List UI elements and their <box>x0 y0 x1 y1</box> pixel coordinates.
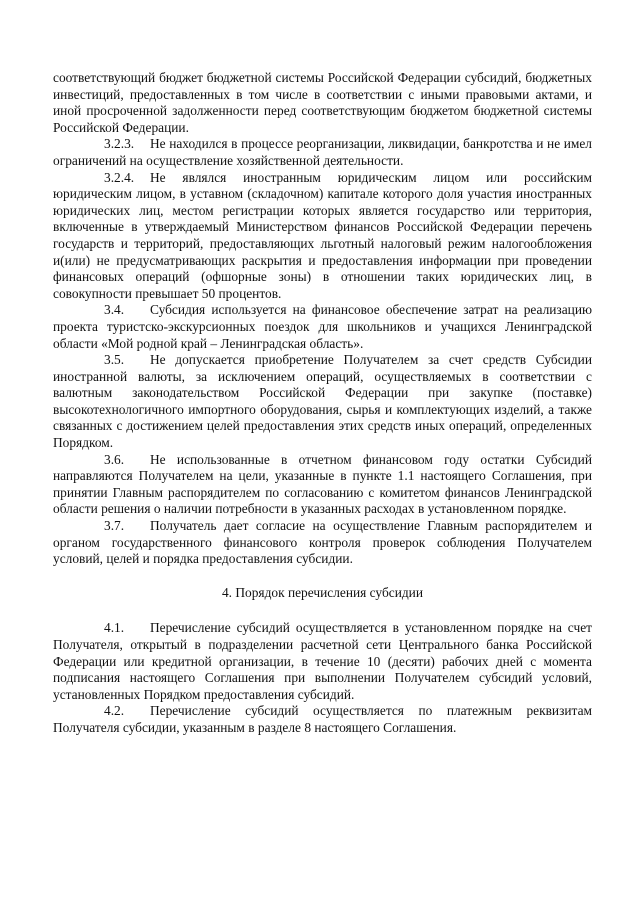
paragraph-continuation <box>53 70 592 136</box>
paragraph-text: Перечисление субсидий осуществляется в установленном порядке на счет Получателя, открытый в подразделении расчетной сети Центрального банка Российской Федерации или кредитной организации, в течение 10 (десяти) рабочих дней с момента подписания настоящего Соглашения при выполнении Получателем субсидий условий, установленных Порядком предоставления субсидий. <box>53 620 592 702</box>
paragraph-text: Не допускается приобретение Получателем за счет средств Субсидии иностранной валюты, за исключением операций, осуществляемых в соответствии с валютным законодательством Российской Федерации при закупке (поставке) высокотехнологичного импортного оборудования, сырья и комплектующих изделий, а также связанных с достижением целей предоставления этих средств иных операций, определенных Порядком. <box>53 352 592 451</box>
paragraph-3-5 <box>53 352 592 452</box>
paragraph-number: 3.5. <box>104 352 125 368</box>
paragraph-4-1 <box>53 620 592 703</box>
paragraph-number: 4.2. <box>104 703 125 719</box>
paragraph-3-2-4 <box>53 170 592 303</box>
paragraph-text: Не находился в процессе реорганизации, ликвидации, банкротства и не имел ограничений на осуществление хозяйственной деятельности. <box>53 136 592 168</box>
document-page <box>53 70 592 737</box>
paragraph-number: 3.2.4. <box>104 169 135 185</box>
section-heading: 4. Порядок перечисления субсидии <box>221 584 424 600</box>
paragraph-text: Не использованные в отчетном финансовом году остатки Субсидий направляются Получателем на цели, указанные в пункте 1.1 настоящего Соглашения, при принятии Главным распорядителем по согласованию с комитетом финансов Ленинградской области решения о наличии потребности в указанных расходах в установленном порядке. <box>53 451 592 517</box>
paragraph-number: 3.6. <box>104 451 125 467</box>
paragraph-number: 4.1. <box>104 620 125 636</box>
paragraph-4-2 <box>53 703 592 736</box>
paragraph-text: Получатель дает согласие на осуществление Главным распорядителем и органом государственного финансового контроля проверок соблюдения Получателем условий, целей и порядка предоставления субсидии. <box>53 518 592 567</box>
paragraph-number: 3.4. <box>104 302 125 318</box>
paragraph-3-2-3 <box>53 136 592 169</box>
paragraph-text: Перечисление субсидий осуществляется по платежным реквизитам Получателя субсидии, указанным в разделе 8 настоящего Соглашения. <box>53 703 592 735</box>
paragraph-3-4 <box>53 302 592 352</box>
paragraph-text: соответствующий бюджет бюджетной системы Российской Федерации субсидий, бюджетных инвестиций, предоставленных в том числе в соответствии с иными правовыми актами, и иной просроченной задолженности перед соответствующим бюджетом бюджетной системы Российской Федерации. <box>53 70 592 135</box>
paragraph-number: 3.7. <box>104 518 125 534</box>
paragraph-text: Не являлся иностранным юридическим лицом или российским юридическим лицом, в уставном (складочном) капитале которого доля участия иностранных юридических лиц, местом регистрации которых является государство или территория, включенные в утверждаемый Министерством финансов Российской Федерации перечень государств и территорий, предоставляющих льготный налоговый режим налогообложения и(или) не предусматривающих раскрытия и предоставления информации при проведении финансовых операций (офшорные зоны) в отношении таких юридических лиц, в совокупности превышает 50 процентов. <box>53 169 592 301</box>
paragraph-number: 3.2.3. <box>104 136 135 152</box>
paragraph-3-7 <box>53 518 592 568</box>
paragraph-3-6 <box>53 452 592 518</box>
paragraph-text: Субсидия используется на финансовое обеспечение затрат на реализацию проекта туристско-экскурсионных поездок для школьников и учащихся Ленинградской области «Мой родной край – Ленинградская область». <box>53 302 592 351</box>
